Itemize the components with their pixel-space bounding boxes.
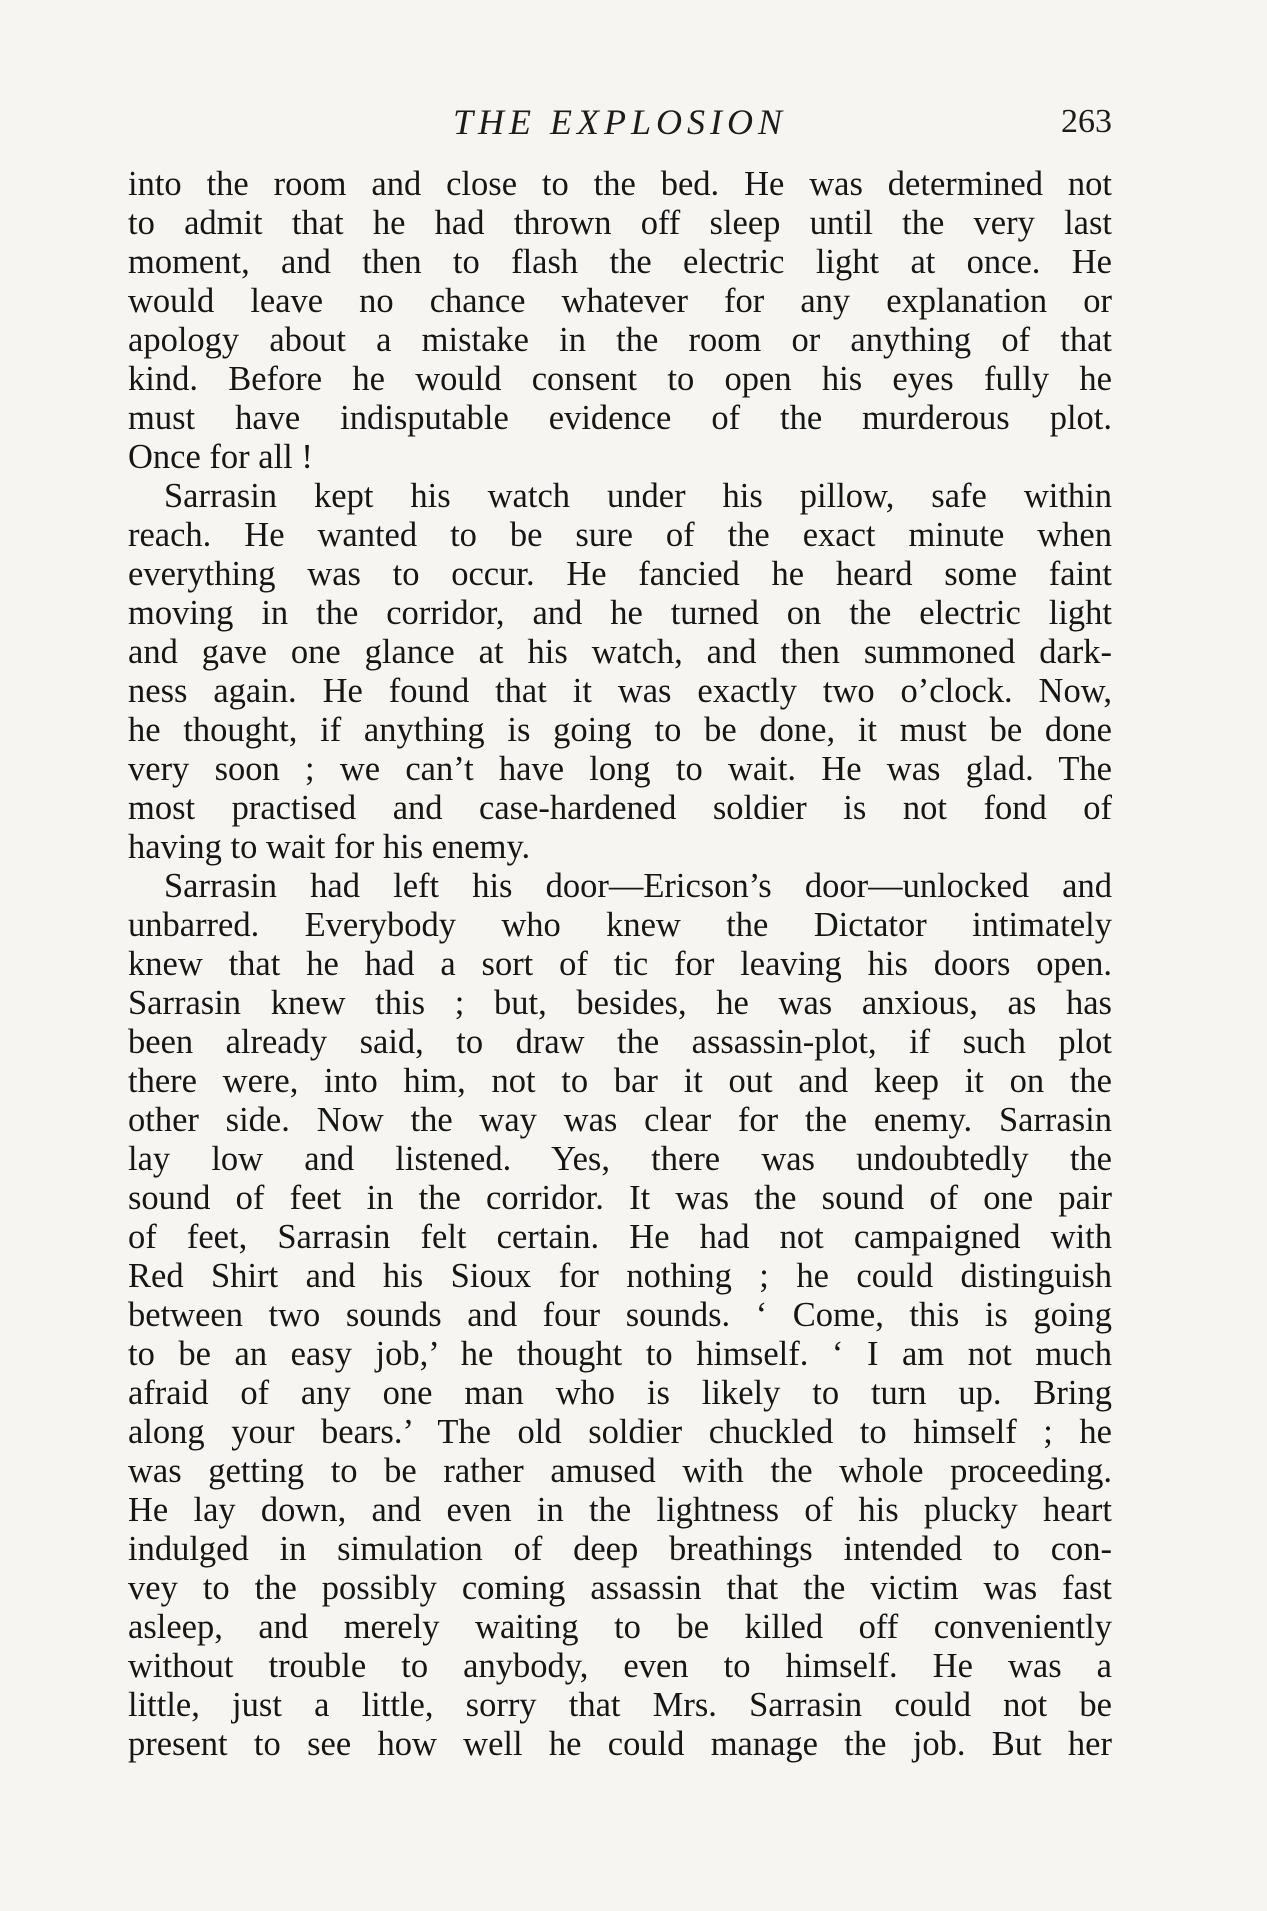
chapter-title: THE EXPLOSION	[453, 102, 787, 142]
text-line: would leave no chance whatever for any explanation or	[128, 282, 1112, 320]
text-line: moving in the corridor, and he turned on the electric light	[128, 594, 1112, 632]
text-line: vey to the possibly coming assassin that the victim was fast	[128, 1569, 1112, 1607]
text-line: little, just a little, sorry that Mrs. Sarrasin could not be	[128, 1686, 1112, 1724]
text-line: along your bears.’ The old soldier chuckled to himself ; he	[128, 1413, 1112, 1451]
text-line: present to see how well he could manage the job. But her	[128, 1725, 1112, 1763]
text-line: apology about a mistake in the room or anything of that	[128, 321, 1112, 359]
text-line: between two sounds and four sounds. ‘ Come, this is going	[128, 1296, 1112, 1334]
text-line: he thought, if anything is going to be done, it must be done	[128, 711, 1112, 749]
text-line: to admit that he had thrown off sleep until the very last	[128, 204, 1112, 242]
text-line: there were, into him, not to bar it out and keep it on the	[128, 1062, 1112, 1100]
text-line: ness again. He found that it was exactly two o’clock. Now,	[128, 672, 1112, 710]
text-line: unbarred. Everybody who knew the Dictator intimately	[128, 906, 1112, 944]
text-line: Sarrasin had left his door—Ericson’s door—unlocked and	[164, 867, 1112, 905]
text-line: reach. He wanted to be sure of the exact minute when	[128, 516, 1112, 554]
text-line: lay low and listened. Yes, there was undoubtedly the	[128, 1140, 1112, 1178]
text-line: other side. Now the way was clear for the enemy. Sarrasin	[128, 1101, 1112, 1139]
text-line: moment, and then to flash the electric light at once. He	[128, 243, 1112, 281]
text-line: Red Shirt and his Sioux for nothing ; he could distinguish	[128, 1257, 1112, 1295]
text-line: into the room and close to the bed. He was determined not	[128, 165, 1112, 203]
text-line: without trouble to anybody, even to himself. He was a	[128, 1647, 1112, 1685]
text-line: to be an easy job,’ he thought to himself. ‘ I am not much	[128, 1335, 1112, 1373]
text-line: was getting to be rather amused with the whole proceeding.	[128, 1452, 1112, 1490]
text-line: knew that he had a sort of tic for leaving his doors open.	[128, 945, 1112, 983]
text-line: everything was to occur. He fancied he heard some faint	[128, 555, 1112, 593]
body-text	[128, 165, 1112, 1764]
text-line: been already said, to draw the assassin-plot, if such plot	[128, 1023, 1112, 1061]
text-line: sound of feet in the corridor. It was the sound of one pair	[128, 1179, 1112, 1217]
text-line: Sarrasin kept his watch under his pillow, safe within	[164, 477, 1112, 515]
text-line: Sarrasin knew this ; but, besides, he was anxious, as has	[128, 984, 1112, 1022]
text-line: asleep, and merely waiting to be killed off conveniently	[128, 1608, 1112, 1646]
text-line: indulged in simulation of deep breathings intended to con-	[128, 1530, 1112, 1568]
text-line: Once for all !	[128, 438, 313, 476]
running-head	[128, 92, 1112, 152]
text-line: He lay down, and even in the lightness of his plucky heart	[128, 1491, 1112, 1529]
text-line: very soon ; we can’t have long to wait. He was glad. The	[128, 750, 1112, 788]
text-line: kind. Before he would consent to open his eyes fully he	[128, 360, 1112, 398]
text-line: afraid of any one man who is likely to turn up. Bring	[128, 1374, 1112, 1412]
text-line: having to wait for his enemy.	[128, 828, 531, 866]
text-line: most practised and case-hardened soldier is not fond of	[128, 789, 1112, 827]
text-line: must have indisputable evidence of the murderous plot.	[128, 399, 1112, 437]
page-number: 263	[1061, 103, 1112, 140]
text-line: of feet, Sarrasin felt certain. He had not campaigned with	[128, 1218, 1112, 1256]
text-line: and gave one glance at his watch, and then summoned dark-	[128, 633, 1112, 671]
